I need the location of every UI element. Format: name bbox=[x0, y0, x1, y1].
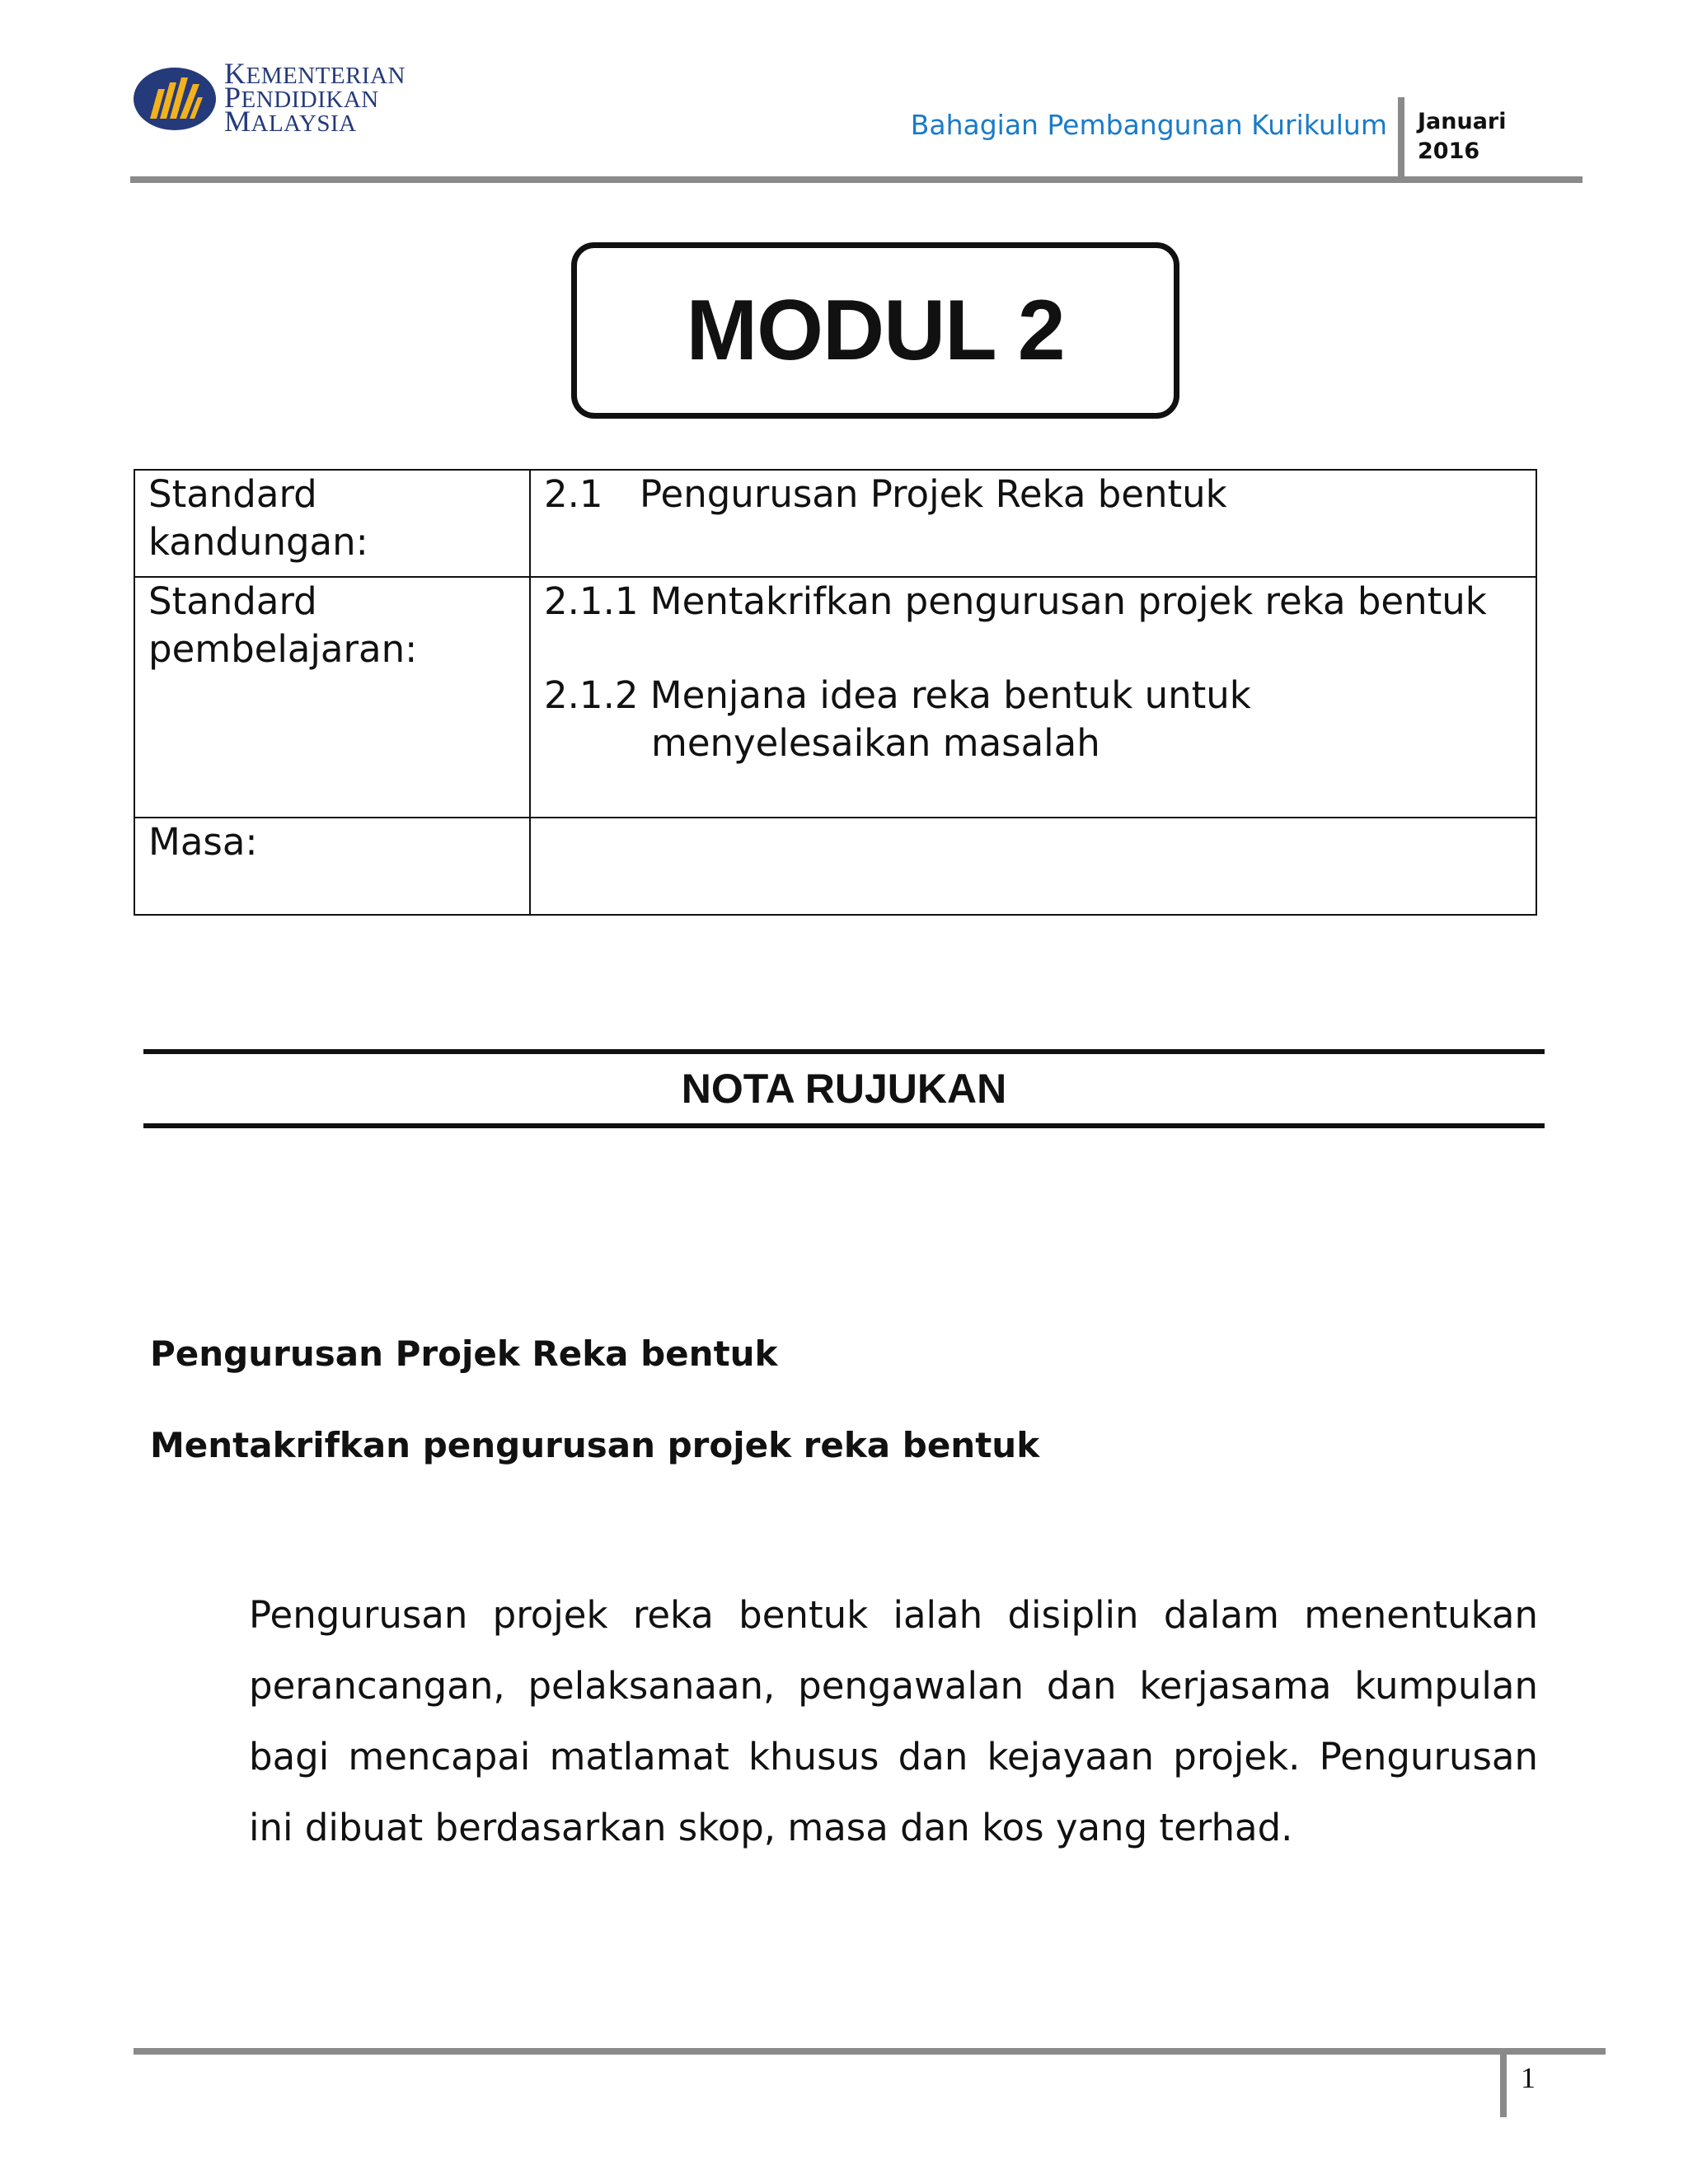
reference-rule-top bbox=[143, 1049, 1545, 1054]
time-label: Masa: bbox=[134, 818, 530, 915]
content-standard-text: Pengurusan Projek Reka bentuk bbox=[640, 472, 1227, 516]
time-value bbox=[530, 818, 1536, 915]
content-standard-number: 2.1 bbox=[544, 472, 603, 516]
ministry-logo bbox=[132, 59, 420, 142]
content-standard-value bbox=[530, 470, 1536, 577]
page-number: 1 bbox=[1521, 2061, 1536, 2094]
section-heading: Pengurusan Projek Reka bentuk bbox=[150, 1333, 778, 1374]
footer-rule bbox=[134, 2048, 1606, 2055]
module-title: MODUL 2 bbox=[686, 282, 1065, 378]
learning-item-text: 2.1.2 Menjana idea reka bentuk untuk bbox=[544, 673, 1251, 717]
table-row bbox=[134, 470, 1536, 577]
learning-item-continuation: menyelesaikan masalah bbox=[651, 721, 1100, 765]
learning-standard-label: Standard pembelajaran: bbox=[134, 577, 530, 818]
date-year: 2016 bbox=[1418, 138, 1480, 164]
reference-rule-bottom bbox=[143, 1123, 1545, 1128]
table-row bbox=[134, 577, 1536, 818]
module-title-box bbox=[571, 242, 1179, 419]
department-name: Bahagian Pembangunan Kurikulum bbox=[910, 109, 1387, 141]
body-paragraph: Pengurusan projek reka bentuk ialah disiplin dalam menentukan perancangan, pelaksanaan, pengawalan dan kerjasama kumpulan bagi mencapai matlamat khusus dan kejayaan projek. Pengurusan ini dibuat berdasarkan skop, masa dan kos yang terhad. bbox=[249, 1593, 1538, 1849]
logo-wordmark: KEMENTERIAN PENDIDIKAN MALAYSIA bbox=[224, 57, 406, 138]
document-date bbox=[1418, 107, 1507, 166]
reference-title: NOTA RUJUKAN bbox=[681, 1066, 1007, 1112]
header-divider bbox=[1398, 97, 1404, 180]
subsection-heading: Mentakrifkan pengurusan projek reka bentuk bbox=[150, 1425, 1040, 1465]
learning-item bbox=[544, 672, 1536, 767]
header-rule bbox=[130, 176, 1582, 183]
learning-item bbox=[544, 578, 1536, 626]
content-standard-label: Standard kandungan: bbox=[134, 470, 530, 577]
footer-divider bbox=[1500, 2048, 1507, 2117]
learning-standard-value bbox=[530, 577, 1536, 818]
standards-table bbox=[134, 469, 1537, 916]
table-row bbox=[134, 818, 1536, 915]
kpm-emblem-icon bbox=[132, 64, 218, 134]
learning-item-text: 2.1.1 Mentakrifkan pengurusan projek reka bentuk bbox=[544, 579, 1487, 623]
date-month: Januari bbox=[1418, 109, 1507, 134]
